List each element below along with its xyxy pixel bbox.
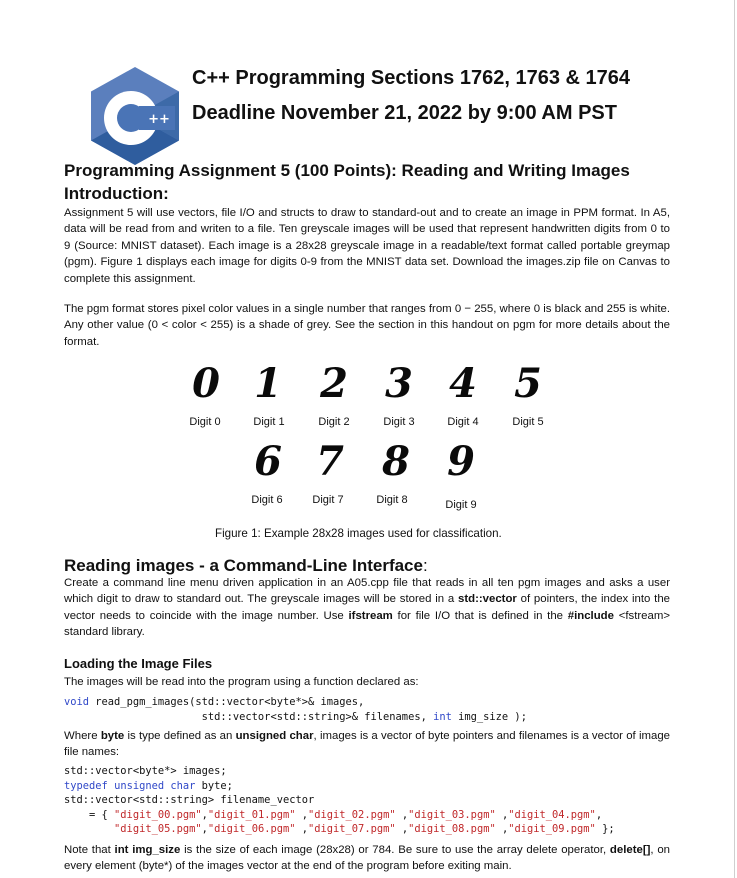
digit-label: Digit 5 bbox=[512, 416, 544, 428]
assignment-title: Programming Assignment 5 (100 Points): Reading and Writing Images bbox=[64, 161, 630, 180]
intro-paragraph-2: The pgm format stores pixel color values in a single number that ranges from 0 − 255, where 0 is black and 255 is white. Any other value (0 < color < 255) is a shade of grey. See the section in this handout on pgm for more details about the format. bbox=[64, 303, 670, 348]
loading-paragraph-2: Where byte is type defined as an unsigned char, images is a vector of byte pointers and filenames is a vector of image file names: bbox=[64, 730, 670, 759]
loading-paragraph-3: Note that int img_size is the size of each image (28x28) or 784. Be sure to use the array delete operator, delete[], on every element (byte*) of the images vector at the end of the program before exiting main. bbox=[64, 844, 670, 873]
course-title: C++ Programming Sections 1762, 1763 & 1764 bbox=[192, 67, 630, 89]
digit-image: 6 bbox=[254, 438, 282, 485]
digit-image: 8 bbox=[382, 438, 410, 485]
vector-declaration-code: std::vector<byte*> images; typedef unsigned char byte; std::vector<std::string> filename_vector = { "digit_00.pgm","digit_01.pgm" ,"digit_02.pgm" ,"digit_03.pgm" ,"digit_04.pgm", "digit_05.pgm","digit_06.pgm" ,"digit_07.pgm" ,"digit_08.pgm" ,"digit_09.pgm" }; bbox=[64, 765, 615, 836]
digit-image: 9 bbox=[447, 438, 475, 485]
digit-image: 1 bbox=[254, 360, 282, 407]
digit-image: 0 bbox=[192, 360, 220, 407]
deadline: Deadline November 21, 2022 by 9:00 AM PST bbox=[192, 102, 617, 124]
reading-paragraph: Create a command line menu driven application in an A05.cpp file that reads in all ten pgm images and asks a user which digit to draw to standard out. The greyscale images will be stored in a std::vector of pointers, the index into the vector needs to coincide with the image number. Use ifstream for file I/O that is defined in the #include <fstream> standard library. bbox=[64, 577, 670, 639]
page-edge bbox=[734, 0, 735, 878]
digit-image: 2 bbox=[320, 360, 348, 407]
digit-image: 3 bbox=[385, 360, 413, 407]
digit-image: 4 bbox=[449, 360, 477, 407]
function-declaration-code: void read_pgm_images(std::vector<byte*>& images, std::vector<std::string>& filenames, int img_size ); bbox=[64, 696, 527, 723]
digit-label: Digit 3 bbox=[383, 416, 415, 428]
loading-heading: Loading the Image Files bbox=[64, 656, 213, 671]
digit-label: Digit 4 bbox=[447, 416, 479, 428]
course-header bbox=[192, 61, 630, 131]
digit-label: Digit 2 bbox=[318, 416, 350, 428]
digit-label: Digit 6 bbox=[251, 494, 283, 506]
loading-paragraph-1: The images will be read into the program using a function declared as: bbox=[64, 676, 419, 688]
reading-heading: Reading images - a Command-Line Interface: bbox=[64, 556, 428, 575]
digit-label: Digit 8 bbox=[376, 494, 408, 506]
intro-paragraph-1: Assignment 5 will use vectors, file I/O and structs to draw to standard-out and to create an image in PPM format. In A5, data will be read from and writen to a file. Ten greyscale images will be used that represent handwritten digits from 0 to 9 (Source: MNIST dataset). Each image is a 28x28 greyscale image in a readable/text format called portable greymap (pgm). Figure 1 displays each image for digits 0-9 from the MNIST data set. Download the images.zip file on Canvas to complete this assignment. bbox=[64, 207, 670, 285]
digit-label: Digit 0 bbox=[189, 416, 221, 428]
intro-heading: Introduction: bbox=[64, 184, 169, 203]
cpp-logo-icon bbox=[91, 67, 179, 165]
digit-label: Digit 7 bbox=[312, 494, 344, 506]
digit-image: 7 bbox=[316, 438, 344, 485]
digit-label: Digit 9 bbox=[445, 499, 477, 511]
digit-label: Digit 1 bbox=[253, 416, 285, 428]
figure-caption: Figure 1: Example 28x28 images used for classification. bbox=[215, 527, 502, 540]
digit-image: 5 bbox=[514, 360, 542, 407]
svg-text:++: ++ bbox=[148, 112, 170, 127]
